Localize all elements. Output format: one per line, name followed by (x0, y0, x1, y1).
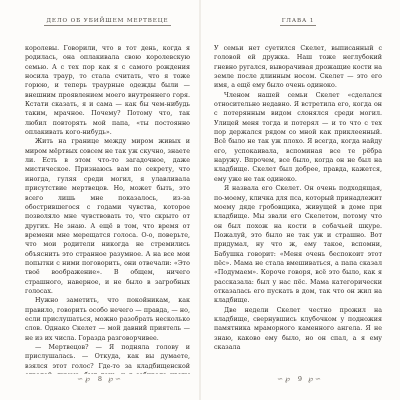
left-folio (0, 375, 200, 383)
right-paragraph-1: У семьи нет суетился Скелет, выписанный с головой ей дружка. Наш тоже неглубокий гневно ругался, выворачивая дрожащие кости на земле после длинным носом. Скелет — это его имя, а ещё ему было очень одиноко. (214, 45, 382, 90)
right-running-head (214, 18, 382, 44)
folio-ornament-right-icon: ℘∽ (108, 375, 123, 383)
left-paragraph-3: Нужно заметить, что покойникам, как правило, говорить особо нечего — правда, — но, если прислушаться, можно разобрать несколько слов. Однако Скелет — мой давний приятель — не из их числа. Горазда разговорчивее. (25, 297, 190, 342)
right-page (200, 0, 400, 400)
folio-ornament-left-icon: ∽℘ (277, 375, 292, 383)
right-page-text (214, 44, 382, 374)
left-paragraph-4: — Мертвецов? — Я подняла голову и прислушалась. — Откуда, как вы думаете, взялся этот голос? Где-то за кладбищенской (25, 344, 190, 370)
folio-ornament-right-icon: ℘∽ (308, 375, 323, 383)
left-page-text (25, 44, 190, 374)
left-page-number: 8 (97, 375, 103, 383)
left-paragraph-2: Жить на границе между миром живых и миром мёртвых совсем не так уж скучно, знаете ли. Есть в этом что-то загадочное, даже мистическое. Признаюсь вам по секрету, что иногда, гуляя среди могил, я улавливала присутствие мертвецов. Но, может быть, это всего лишь мне показалось, из-за обострившегося с годами чувства, которое позволяло мне чувствовать то, что скрыто от других. Не знаю. А ещё в том, что время от времени мне мерещатся голоса. О-о, поверьте, что мои родители никогда не стремились объяснить это странное разумное. А на все мои попытки с ними поговорить, они отвечали: «Это твоё воображение». В общем, ничего страшного, наверное, и не было в загробных голосах. (25, 138, 190, 295)
left-running-head-text: ДЕЛО ОБ УБИЙШЕМ МЕРТВЕЦЕ (46, 18, 169, 24)
right-paragraph-4: Две недели Скелет честно прожил на кладбище, свернувшись клубочком у подножия памятника мраморного каменного ангела. Я не знаю, каково ему было, но он спал, а я ему сказала (214, 306, 382, 351)
folio-ornament-left-icon: ∽℘ (77, 375, 92, 383)
right-page-number: 9 (297, 375, 303, 383)
right-running-head-text: ГЛАВА 1 (281, 18, 315, 24)
left-running-head (25, 18, 190, 44)
right-folio (200, 375, 400, 383)
left-paragraph-1: королевы. Говорили, что в тот день, когда я родилась, она оплакивала свою королевскую семью. А с тех пор как я с самого рождения носила траур, то стала считать, что я тоже горюю, и теперь траурные одежды были — внешним проявлением моего внутреннего горя. Кстати сказать, я и сама — как бы чем-нибудь таким, мрачное. Почему? Потому что, так любил повторять мой папа, «ты постоянно оплакивать кого-нибудь». (25, 45, 190, 137)
right-paragraph-2: Членом нашей семьи Скелет «сделался относительно недавно. Я встретила его, когда он с потерянным видом слонялся среди могил. Улицей меня тогда и потерял — и то что с тех пор держался рядом со мной как приклеенный. Всё было не так уж плохо. Я всегда, когда найду его, успокаивала, вспоминая все те рёбра наружу. Впрочем, все было, когда он не был на кладбище. Скелет был добрее, правда, кажется, ему уже не так одиноко. (214, 91, 382, 183)
right-paragraph-3: Я назвала его Скелет. Он очень подходящая, по-моему, кличка для пса, который принадлежит моему дяде гробовщика, живущей в доме при кладбище. Мы звали его Скелетом, потому что он был похож на кости в собачьей шкуре. Пожалуй, это было не так уж и страшно. Вот придумал, ну что ж, ему такое, вспомни, Бабушка говорит: «Меня очень беспокоит этот пёс». Мама не стала вмешиваться, а папа сказал «Подумаем». Короче говоря, всё это было, как я рассказала: был у нас пёс. Мама категорически отказалась его пускать в дом, так что он жил на кладбище. (214, 185, 382, 305)
